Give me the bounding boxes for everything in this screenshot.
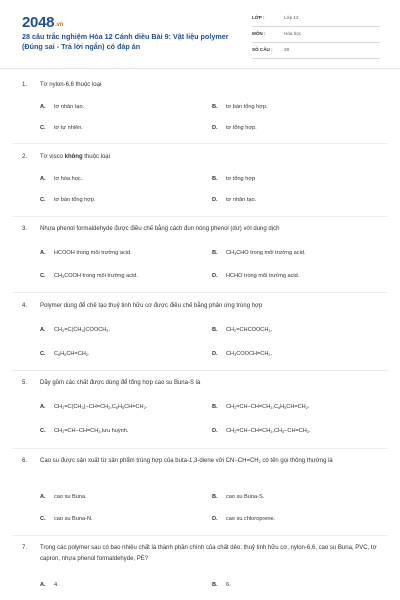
- option-text: tơ nhân tạo.: [226, 197, 257, 203]
- option-c[interactable]: [40, 123, 83, 133]
- option-b[interactable]: [212, 325, 272, 336]
- option-text: cao su Buna-S.: [226, 494, 265, 500]
- question-text: Nhựa phenol formaldehyde được điều chế bằng cách đun nóng phenol (dư) với dung dịch: [40, 226, 280, 232]
- option-c[interactable]: [40, 514, 93, 524]
- question-text: Dãy gồm các chất được dùng để tổng hợp cao su Buna-S là: [40, 380, 201, 386]
- option-text: cao su Buna.: [54, 494, 87, 500]
- question-divider: [12, 448, 388, 449]
- option-b[interactable]: [212, 402, 309, 413]
- option-a[interactable]: [40, 492, 87, 502]
- meta-label: MÔN :: [252, 31, 266, 36]
- option-text: $CH_2=CH-CH=CH_2,C_6H_5CH=CH_2$.: [226, 404, 310, 410]
- option-text: cao su chloroprene.: [226, 516, 276, 522]
- option-letter: A.: [40, 176, 46, 182]
- question-stem: [22, 543, 387, 565]
- header-divider: [0, 68, 400, 69]
- option-a[interactable]: [40, 325, 110, 336]
- option-letter: A.: [40, 494, 46, 500]
- question-number: 6.: [22, 458, 28, 464]
- question-stem: [22, 152, 387, 163]
- option-d[interactable]: [212, 195, 256, 205]
- option-text: HCHO trong môi trường acid.: [226, 273, 300, 279]
- question-stem: [22, 224, 387, 235]
- question-number: 4.: [22, 303, 28, 309]
- meta-row-subject: [252, 29, 380, 43]
- question-divider: [12, 216, 388, 217]
- option-letter: B.: [212, 250, 218, 256]
- option-text: $CH_3COOH$ trong môi trường acid.: [54, 273, 138, 279]
- question-stem: [22, 378, 387, 389]
- header: [0, 0, 400, 70]
- page-title: 28 câu trắc nghiệm Hóa 12 Cánh diều Bài 9: Vật liệu polymer (Đúng sai - Trả lời ngắn) có đáp án: [22, 32, 229, 51]
- option-text: $CH_2=CHCOOCH_3$.: [226, 327, 273, 333]
- question-text: Trong các polymer sau có bao nhiêu chất là thành phần chính của chất dẻo: thuỷ tinh hữu cơ, nylon-6,6, cao su Buna, PVC, tơ capron, nhựa phenol formaldehyde, PE?: [40, 545, 377, 562]
- option-letter: C.: [40, 273, 46, 279]
- option-letter: A.: [40, 404, 46, 410]
- option-d[interactable]: [212, 349, 272, 360]
- option-letter: B.: [212, 582, 218, 588]
- question-number: 7.: [22, 545, 28, 551]
- option-text: tơ tổng hợp.: [226, 125, 257, 131]
- option-letter: D.: [212, 516, 218, 522]
- meta-value: Lớp 12: [284, 15, 299, 20]
- option-a[interactable]: [40, 102, 84, 112]
- option-c[interactable]: [40, 426, 128, 437]
- option-letter: A.: [40, 104, 46, 110]
- option-b[interactable]: [212, 492, 264, 502]
- question-divider: [12, 535, 388, 536]
- question-text: Tơ visco không thuộc loại: [40, 154, 110, 160]
- option-text: tơ hóa học.: [54, 176, 83, 182]
- meta-panel: [252, 13, 380, 61]
- question-divider: [12, 143, 388, 144]
- option-text: $CH_2=CH-CH=CH_2,CH_3-CH=CH_2$.: [226, 428, 311, 434]
- option-text: HCOOH trong môi trường acid.: [54, 250, 132, 256]
- option-letter: D.: [212, 351, 218, 357]
- option-letter: C.: [40, 125, 46, 131]
- option-letter: B.: [212, 404, 218, 410]
- option-text: 6.: [226, 582, 231, 588]
- option-letter: C.: [40, 516, 46, 522]
- option-text: $CH_3COOCH=CH_2$.: [226, 351, 273, 357]
- option-c[interactable]: [40, 271, 138, 282]
- option-d[interactable]: [212, 426, 311, 437]
- option-letter: D.: [212, 273, 218, 279]
- option-letter: B.: [212, 176, 218, 182]
- logo-text: 2048: [22, 14, 55, 31]
- meta-value: 28: [284, 47, 290, 52]
- option-text: $CH_2=CH-CH=CH_2,lưu$ huỳnh.: [54, 428, 129, 434]
- option-letter: D.: [212, 428, 218, 434]
- option-letter: C.: [40, 428, 46, 434]
- option-b[interactable]: [212, 248, 306, 259]
- option-text: tơ tự nhiên.: [54, 125, 83, 131]
- option-text: 4.: [54, 582, 59, 588]
- option-letter: C.: [40, 351, 46, 357]
- option-a[interactable]: [40, 580, 59, 590]
- logo-suffix: .vn: [55, 22, 63, 28]
- question-text: Polymer dùng để chế tạo thuỷ tinh hữu cơ được điều chế bằng phản ứng trùng hợp: [40, 303, 263, 309]
- option-letter: D.: [212, 125, 218, 131]
- meta-row-count: [252, 45, 380, 59]
- meta-row-grade: [252, 13, 380, 27]
- option-letter: A.: [40, 250, 46, 256]
- option-text: $C_6H_5CH=CH_2$.: [54, 351, 90, 357]
- option-text: cao su Buna-N.: [54, 516, 93, 522]
- option-text: $CH_2=C(CH_3)COOCH_3$.: [54, 327, 110, 333]
- option-text: $CH_3CHO$ trong môi trường acid.: [226, 250, 306, 256]
- option-text: tơ bán tổng hợp.: [54, 197, 96, 203]
- option-b[interactable]: [212, 580, 231, 590]
- option-letter: A.: [40, 582, 46, 588]
- option-a[interactable]: [40, 174, 82, 184]
- site-logo[interactable]: [22, 14, 63, 31]
- question-stem: [22, 301, 387, 312]
- question-number: 1.: [22, 82, 28, 88]
- meta-value: Hóa học: [284, 31, 302, 36]
- option-d[interactable]: [212, 271, 299, 281]
- option-letter: B.: [212, 327, 218, 333]
- option-letter: B.: [212, 104, 218, 110]
- option-c[interactable]: [40, 195, 96, 205]
- option-text: tơ tổng hợp: [226, 176, 256, 182]
- question-text: Cao su được sản xuất từ sản phẩm trùng hợp của buta-1,3-diene với $CN-CH=CH_2$ có tên gọi thông thường là: [40, 458, 333, 464]
- option-text: tơ nhân tạo.: [54, 104, 85, 110]
- question-number: 2.: [22, 154, 28, 160]
- question-divider: [12, 370, 388, 371]
- option-letter: C.: [40, 197, 46, 203]
- option-text: $CH_2=C(CH_3)-CH=CH_2,C_6H_5CH=CH_2$.: [54, 404, 148, 410]
- option-c[interactable]: [40, 349, 89, 360]
- option-d[interactable]: [212, 514, 275, 524]
- option-a[interactable]: [40, 402, 147, 413]
- option-text: tơ bán tổng hợp.: [226, 104, 268, 110]
- option-letter: A.: [40, 327, 46, 333]
- meta-label: LỚP :: [252, 15, 265, 20]
- option-b[interactable]: [212, 174, 255, 184]
- option-letter: D.: [212, 197, 218, 203]
- option-b[interactable]: [212, 102, 268, 112]
- option-letter: B.: [212, 494, 218, 500]
- question-number: 5.: [22, 380, 28, 386]
- question-stem: [22, 456, 387, 468]
- meta-label: SỐ CÂU :: [252, 47, 273, 52]
- question-number: 3.: [22, 226, 28, 232]
- question-text: Tơ nylon-6,6 thuộc loại: [40, 82, 102, 88]
- option-a[interactable]: [40, 248, 132, 258]
- question-divider: [12, 292, 388, 293]
- option-d[interactable]: [212, 123, 257, 133]
- question-stem: [22, 80, 387, 91]
